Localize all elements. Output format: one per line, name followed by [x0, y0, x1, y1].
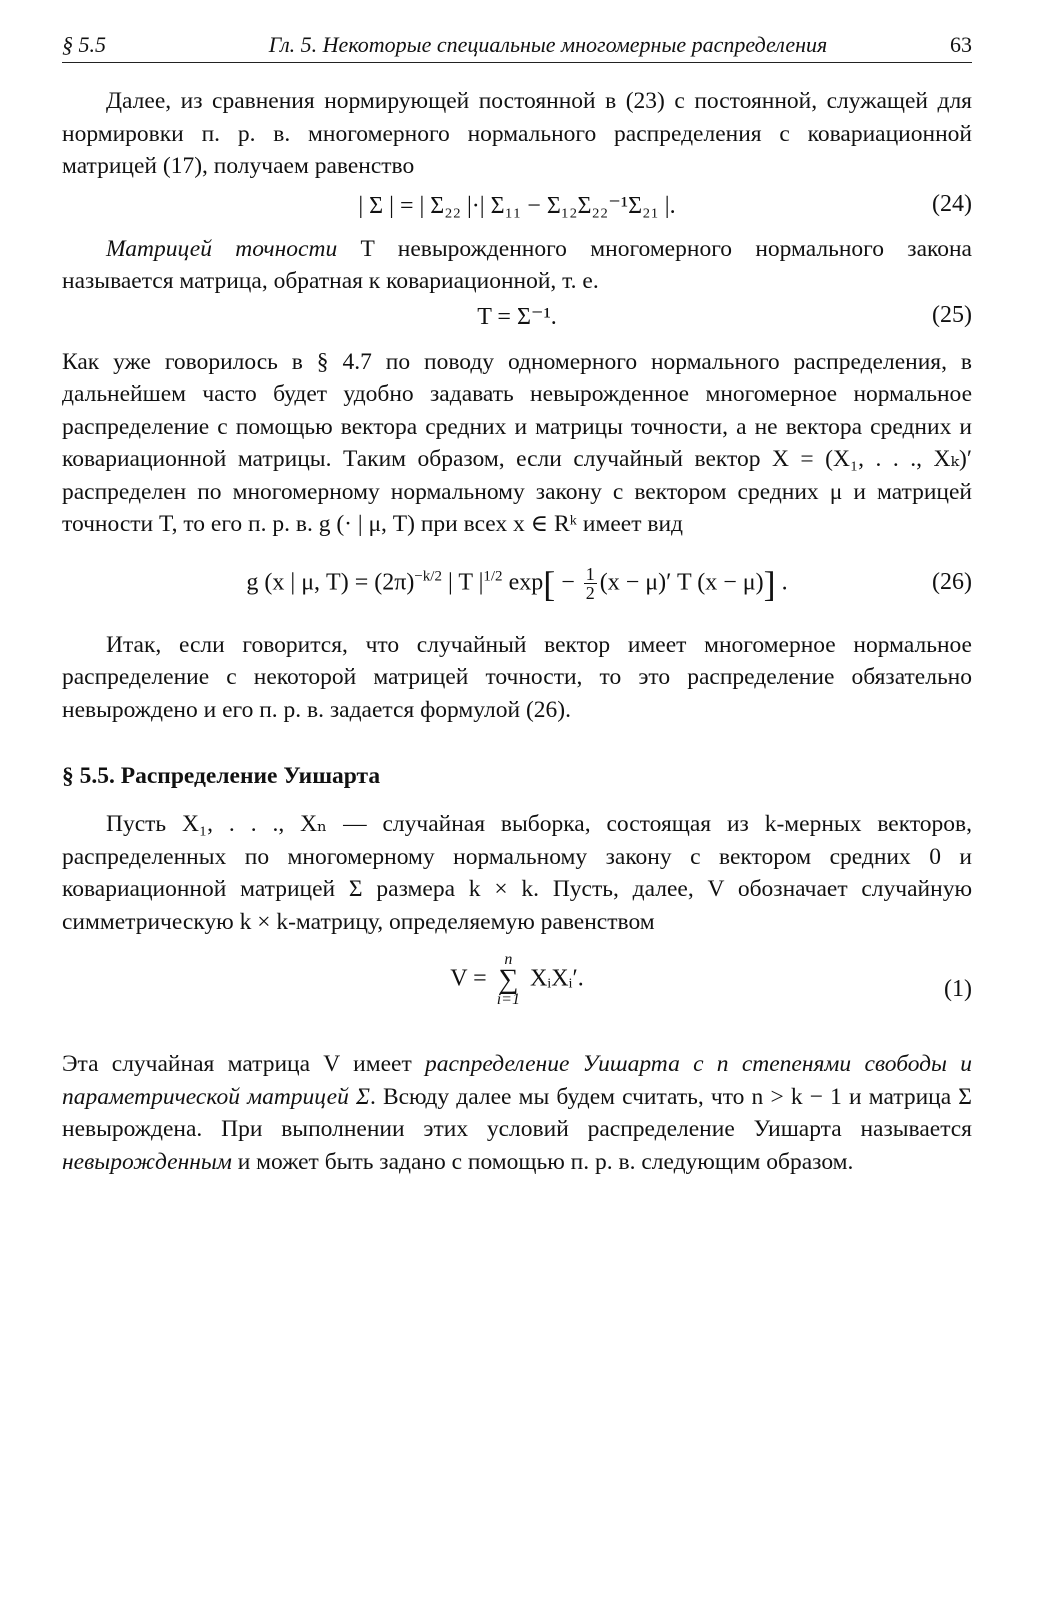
paragraph-5: Пусть X₁, . . ., Xₙ — случайная выборка, состоящая из k-мерных векторов, распределенных по многомерному нормальному закону с вектором средних 0 и ковариационной матрицей Σ размера k × k. Пусть, далее, V обозначает случайную симметрическую k × k-матрицу, определяемую равенством	[62, 811, 972, 935]
fraction-numerator: 1	[585, 564, 595, 584]
equation-26	[62, 555, 972, 615]
equation-26-expression: g (x | μ, $T) = (2\pi)^{-k/2}$ | T $|^{1/2}$ exp[ − $\frac{1}{2}$ (x − μ)′ T (x − μ)] .	[246, 563, 788, 604]
equation-24-number: (24)	[932, 190, 972, 217]
equation-1-expression	[62, 950, 972, 1010]
equation-1-lhs: V =	[450, 965, 487, 992]
equation-24-expression: | Σ | = | Σ₂₂ |·| Σ₁₁ − Σ₁₂Σ₂₂⁻¹Σ₂₁ |.	[358, 192, 676, 219]
section-title: Распределение Уишарта	[120, 763, 381, 789]
left-bracket: [	[543, 563, 556, 604]
section-heading	[62, 760, 972, 792]
running-head	[62, 30, 972, 63]
equation-26-tail: (x − μ)′ T (x − μ)	[599, 569, 764, 596]
page	[62, 30, 972, 1178]
term-wishart-distribution: распределение Уишарта с n степенями свободы и параметрической матрицей Σ	[62, 1051, 972, 1110]
equation-24	[62, 187, 972, 227]
equation-26-mid: | T |	[441, 569, 484, 596]
header-chapter: Гл. 5. Некоторые специальные многомерные распределения	[268, 32, 828, 57]
summation-sign	[497, 950, 520, 1010]
equation-1-number: (1)	[944, 976, 972, 1002]
equation-25-number: (25)	[932, 301, 972, 328]
sum-upper-limit: n	[504, 951, 513, 968]
paragraph-6	[62, 1048, 972, 1178]
paragraph-1: Далее, из сравнения нормирующей постоянной в (23) с постоянной, служащей для нормировки п. р. в. многомерного нормального распределения с ковариационной матрицей (17), получаем равенство	[62, 88, 972, 179]
paragraph-6-e: и может быть задано с помощью п. р. в. следующим образом.	[231, 1148, 854, 1175]
header-section: § 5.5	[62, 32, 106, 57]
header-page-number: 63	[950, 32, 972, 57]
paragraph-2-rest: T невырожденного многомерного нормального закона называется матрица, обратная к ковариационной, т. е.	[62, 235, 972, 294]
equation-26-exp1: −k/2	[414, 568, 442, 585]
equation-1	[62, 948, 972, 1032]
paragraph-6-c: . Всюду далее мы будем считать, что n > k − 1 и матрица Σ невырождена. При выполнении этих условий распределение Уишарта называется	[62, 1083, 972, 1142]
paragraph-4: Итак, если говорится, что случайный вектор имеет многомерное нормальное распределение с некоторой матрицей точности, то это распределение обязательно невырождено и его п. р. в. задается формулой (26).	[62, 631, 972, 723]
equation-25-expression: T = Σ⁻¹.	[477, 303, 557, 330]
equation-26-exp2: 1/2	[483, 568, 503, 585]
term-precision-matrix: Матрицей точности	[106, 235, 338, 262]
paragraph-3: Как уже говорилось в § 4.7 по поводу одномерного нормального распределения, в дальнейшем часто будет удобно задавать невырожденное многомерное нормальное распределение с помощью вектора средних и матрицы точности, а не вектора средних и ковариационной матрицы. Таким образом, если случайный вектор X = (X₁, . . ., Xₖ)′ распределен по многомерному нормальному закону с вектором средних μ и матрицей точности T, то его п. р. в. g (· | μ, T) при всех x ∈ Rᵏ имеет вид	[62, 348, 972, 537]
equation-26-lhs: g (x | μ, T) = (2π)	[246, 569, 415, 596]
equation-26-number: (26)	[932, 568, 972, 595]
equation-26-exp-fn: exp	[502, 569, 544, 596]
sum-lower-limit: i=1	[496, 991, 520, 1008]
equation-25	[62, 298, 972, 338]
fraction-denominator: 2	[585, 583, 595, 603]
right-bracket: ]	[763, 563, 776, 604]
equation-1-term: XᵢXᵢ′.	[529, 965, 584, 992]
paragraph-2	[62, 233, 972, 298]
sum-symbol: ∑	[498, 964, 519, 995]
paragraph-6-a: Эта случайная матрица V имеет	[62, 1051, 425, 1077]
equation-26-fraction	[584, 565, 597, 602]
term-nondegenerate: невырожденным	[62, 1148, 232, 1175]
section-number: § 5.5.	[62, 763, 115, 789]
